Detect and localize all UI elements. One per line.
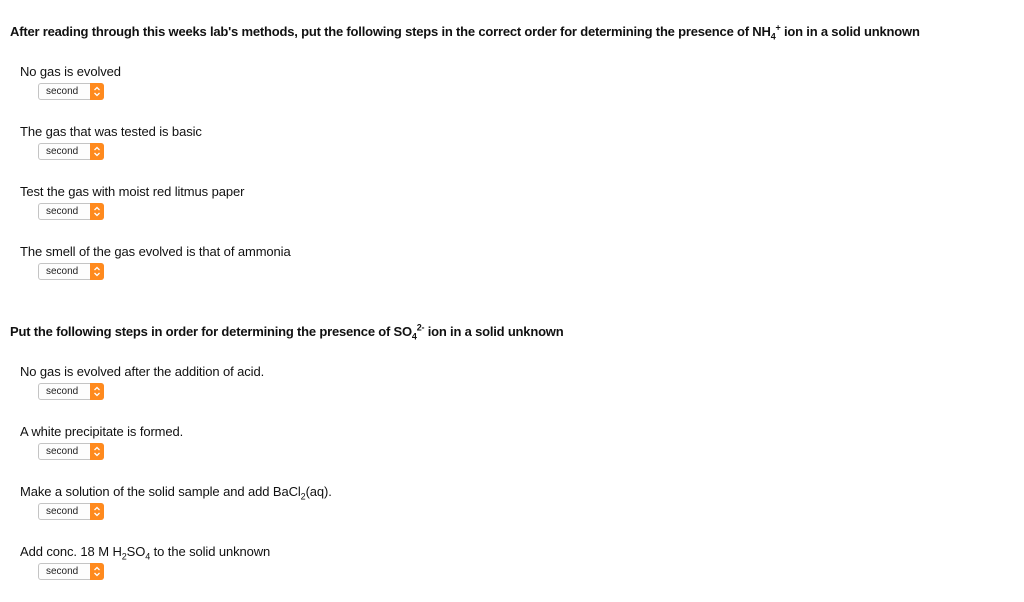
updown-chevron-icon [90, 383, 104, 400]
question-2-item-3 [20, 483, 332, 520]
step-label: Test the gas with moist red litmus paper [20, 184, 245, 199]
question-2-heading: Put the following steps in order for determining the presence of $SO_4^{2-}$ ion in a solid unknown [10, 322, 564, 342]
question-2-item-2 [20, 423, 183, 460]
updown-chevron-icon [90, 143, 104, 160]
step-label: No gas is evolved [20, 64, 121, 79]
question-1-item-2 [20, 123, 202, 160]
step-label: Add conc. 18 M $H_2SO_4$ to the solid unknown [20, 544, 271, 562]
step-label: A white precipitate is formed. [20, 424, 184, 439]
step-label: Make a solution of the solid sample and add BaCl$_2$(aq). [20, 484, 332, 502]
question-1-item-3 [20, 183, 244, 220]
updown-chevron-icon [90, 563, 104, 580]
question-1-heading: After reading through this weeks lab's methods, put the following steps in the correct order for determining the presence of $NH_4^+$ ion in a solid unknown [10, 22, 920, 42]
updown-chevron-icon [90, 83, 104, 100]
updown-chevron-icon [90, 443, 104, 460]
updown-chevron-icon [90, 263, 104, 280]
order-select[interactable]: second [38, 143, 104, 160]
order-select[interactable]: second [38, 443, 104, 460]
updown-chevron-icon [90, 503, 104, 520]
order-select[interactable]: second [38, 203, 104, 220]
question-1-item-4 [20, 243, 291, 280]
order-select[interactable]: second [38, 383, 104, 400]
step-label: The gas that was tested is basic [20, 124, 202, 139]
order-select[interactable]: second [38, 563, 104, 580]
step-label: The smell of the gas evolved is that of ammonia [20, 244, 291, 259]
order-select[interactable]: second [38, 83, 104, 100]
question-2-item-4 [20, 543, 270, 580]
updown-chevron-icon [90, 203, 104, 220]
step-label: No gas is evolved after the addition of acid. [20, 364, 265, 379]
question-1-item-1 [20, 63, 121, 100]
order-select[interactable]: second [38, 503, 104, 520]
question-2-item-1 [20, 363, 264, 400]
order-select[interactable]: second [38, 263, 104, 280]
